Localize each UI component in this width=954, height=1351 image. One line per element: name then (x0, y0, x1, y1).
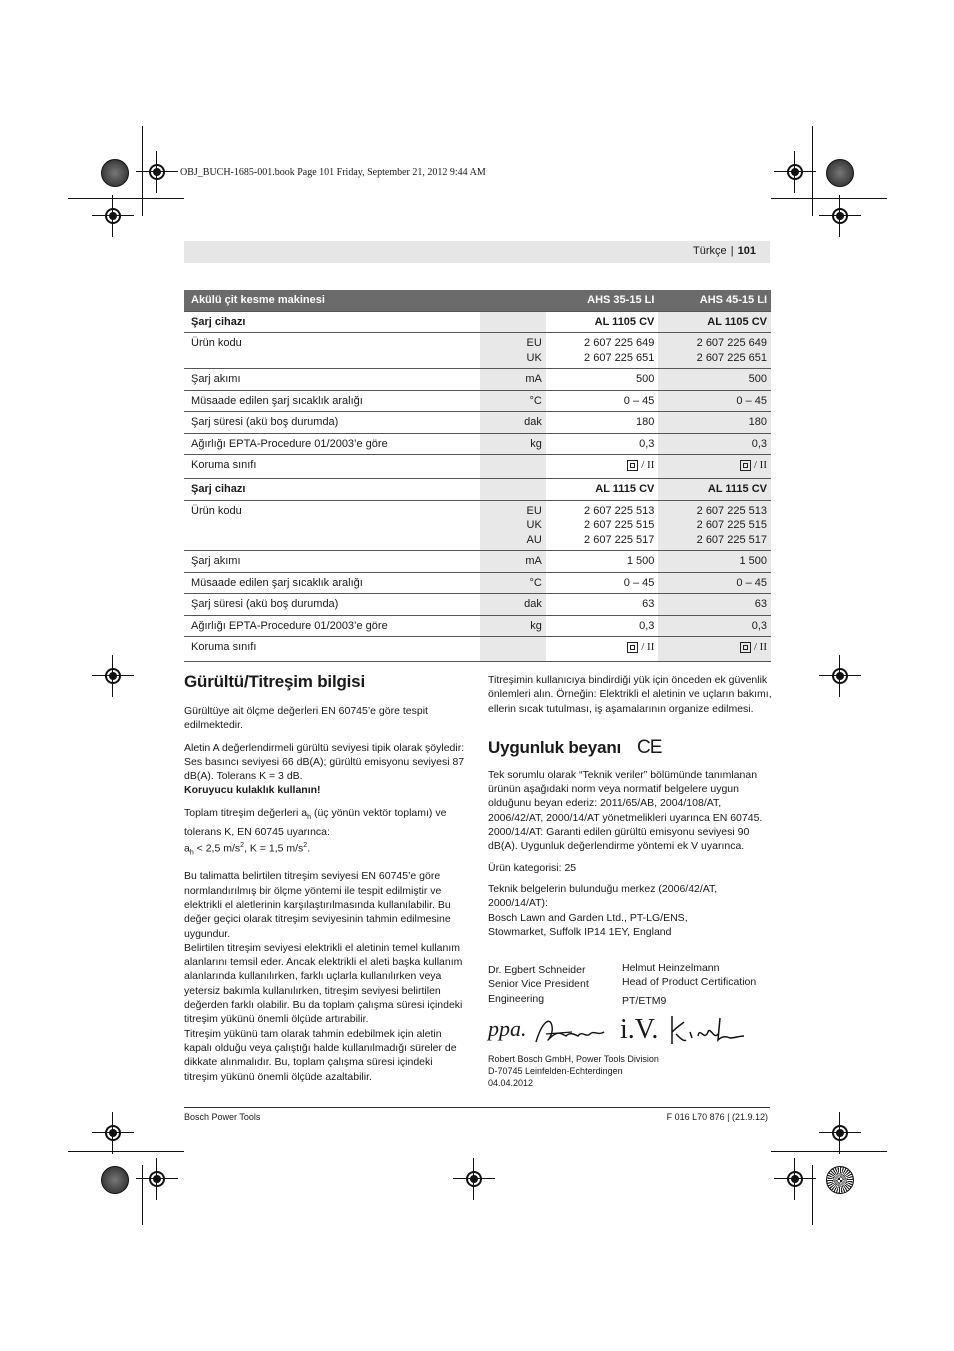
running-header-bar (184, 241, 770, 263)
color-target-icon (101, 159, 129, 187)
value-ahs-45: AL 1105 CV (658, 311, 771, 333)
noise-paragraph-2: Aletin A değerlendirmeli gürültü seviyesi tipik olarak şöyledir: Ses basıncı seviyesi 66 dB(A); gürültü emisyonu seviyesi 87 dB(A). Tolerans K = 3 dB. (184, 741, 465, 783)
noise-title: Gürültü/Titreşim bilgisi (184, 672, 365, 691)
protection-class-value: / II (753, 459, 767, 471)
star-target-icon (826, 1166, 854, 1194)
row-unit (480, 479, 546, 501)
vibration-values: Toplam titreşim değerleri $a_h$ (üç yönün vektör toplamı) ve tolerans K, EN 60745 uyarınca: $a_h < 2,5$ $m/s^2$, K = 1,5 $m/s^2$. (184, 806, 447, 858)
registration-mark-icon (144, 159, 170, 185)
table-row (184, 551, 771, 573)
value-ahs-35: 2 607 225 649 2 607 225 651 (546, 333, 659, 369)
value-ahs-35: 180 (546, 412, 659, 434)
value-ahs-45: 1 500 (658, 551, 771, 573)
row-unit: kg (480, 615, 546, 637)
value-ahs-45: 0 – 45 (658, 572, 771, 594)
row-label: Ağırlığı EPTA-Procedure 01/2003’e göre (184, 615, 480, 637)
registration-mark-icon (100, 1120, 126, 1146)
value-ahs-45: 63 (658, 594, 771, 616)
row-unit: mA (480, 551, 546, 573)
running-header: Türkçe | 101 (693, 245, 756, 257)
value-ahs-45: 0,3 (658, 433, 771, 455)
value-ahs-45: 180 (658, 412, 771, 434)
header-page-number: 101 (737, 245, 756, 257)
print-header: OBJ_BUCH-1685-001.book Page 101 Friday, September 21, 2012 9:44 AM (180, 167, 486, 178)
registration-mark-icon (827, 663, 853, 689)
protection-class-cell (546, 455, 659, 479)
row-label: Şarj cihazı (184, 479, 480, 501)
table-header-cell: Akülü çit kesme makinesi (184, 290, 480, 311)
value-ahs-35: 500 (546, 369, 659, 391)
signature-heinzelmann-icon (664, 1014, 746, 1048)
value-ahs-35: 0 – 45 (546, 572, 659, 594)
table-row (184, 637, 771, 661)
row-label: Şarj akımı (184, 551, 480, 573)
row-unit: EU UK AU (480, 500, 546, 551)
row-unit (480, 637, 546, 661)
table-row (184, 572, 771, 594)
value-ahs-45: 2 607 225 513 2 607 225 515 2 607 225 517 (658, 500, 771, 551)
table-header-row (184, 290, 771, 311)
registration-mark-icon (782, 1166, 808, 1192)
value-ahs-35: 0,3 (546, 433, 659, 455)
table-row (184, 500, 771, 551)
row-unit: dak (480, 412, 546, 434)
value-ahs-35: AL 1115 CV (546, 479, 659, 501)
noise-paragraph-7: Titreşimin kullanıcıya bindirdiği yük için önceden ek güvenlik önlemleri alın. Örneğin: Elektrikli el aletinin ve uçların bakımı, ellerin sıcak tutulması, iş aşamalarının organize edilmesi. (488, 674, 772, 715)
ce-mark-icon: CE (637, 736, 662, 758)
noise-section (184, 672, 467, 1084)
company-address: Robert Bosch GmbH, Power Tools Division D-70745 Leinfelden-Echterdingen 04.04.2012 (488, 1054, 659, 1088)
row-label: Koruma sınıfı (184, 455, 480, 479)
registration-mark-icon (100, 663, 126, 689)
value-ahs-45: 0,3 (658, 615, 771, 637)
double-insulation-icon (627, 460, 638, 471)
registration-mark-icon (782, 159, 808, 185)
row-label: Şarj cihazı (184, 311, 480, 333)
product-category: Ürün kategorisi: 25 (488, 861, 577, 874)
header-language: Türkçe (693, 245, 727, 257)
row-label: Şarj süresi (akü boş durumda) (184, 412, 480, 434)
registration-mark-icon (827, 203, 853, 229)
technical-file-location: Teknik belgelerin bulunduğu merkez (2006/42/AT, 2000/14/AT): Bosch Lawn and Garden Ltd., PT-LG/ENS, Stowmarket, Suffolk IP14 1EY, England (488, 882, 718, 938)
signatory-1: Dr. Egbert Schneider Senior Vice President Engineering (488, 964, 589, 1005)
table-row (184, 615, 771, 637)
protection-class-cell (658, 637, 771, 661)
table-header-cell: AHS 35-15 LI (546, 290, 659, 311)
footer-rule (184, 1107, 770, 1108)
conformity-paragraph-1: Tek sorumlu olarak “Teknik veriler” bölümünde tanımlanan ürünün aşağıdaki norm veya normatif belgelere uygun olduğunu beyan ederiz: 2011/65/AB, 2004/108/AT, 2006/42/AT, 2000/14/AT yönetmelikleri uyarınca EN 60745. (488, 768, 763, 824)
table-row (184, 433, 771, 455)
noise-paragraph-4: Bu talimatta belirtilen titreşim seviyesi EN 60745’e göre normlandırılmış bir ölçme yöntemi ile tespit edilmiştir ve elektrikli el aletlerinin karşılaştırılmasında kullanılabilir. Bu değer geçici olarak titreşim seviyesinin tahmin edilmesine uygundur. (184, 870, 451, 940)
row-label: Şarj akımı (184, 369, 480, 391)
noise-paragraph-1: Gürültüye ait ölçme değerleri EN 60745’e göre tespit edilmektedir. (184, 705, 428, 732)
double-insulation-icon (627, 642, 638, 653)
row-label: Şarj süresi (akü boş durumda) (184, 594, 480, 616)
protection-class-value: / II (753, 641, 767, 654)
registration-mark-icon (827, 1120, 853, 1146)
protection-class-value: / II (641, 641, 655, 654)
conformity-heading (488, 737, 772, 759)
protection-class-cell (658, 455, 771, 479)
table-row (184, 455, 771, 479)
row-unit (480, 455, 546, 479)
protection-class-value: / II (641, 459, 655, 471)
table-row (184, 594, 771, 616)
double-insulation-icon (740, 460, 751, 471)
row-unit: mA (480, 369, 546, 391)
charger-model-row (184, 311, 771, 333)
footer-left: Bosch Power Tools (184, 1112, 261, 1122)
row-unit: °C (480, 572, 546, 594)
row-label: Müsaade edilen şarj sıcaklık aralığı (184, 390, 480, 412)
value-ahs-35: 1 500 (546, 551, 659, 573)
conformity-paragraph-2: 2000/14/AT: Garanti edilen gürültü emisyonu seviyesi 90 dB(A). Uygunluk değerlendirme yöntemi ek V uyarınca. (488, 826, 750, 853)
signature-prefix-iv: i.V. (620, 1014, 659, 1045)
signature-prefix-ppa: ppa. (488, 1016, 527, 1041)
row-label: Koruma sınıfı (184, 637, 480, 661)
value-ahs-45: 0 – 45 (658, 390, 771, 412)
row-unit: dak (480, 594, 546, 616)
table-header-cell: AHS 45-15 LI (658, 290, 771, 311)
table-row (184, 412, 771, 434)
row-label: Ağırlığı EPTA-Procedure 01/2003’e göre (184, 433, 480, 455)
row-unit: °C (480, 390, 546, 412)
row-label: Ürün kodu (184, 333, 480, 369)
value-ahs-45: AL 1115 CV (658, 479, 771, 501)
value-ahs-35: 2 607 225 513 2 607 225 515 2 607 225 517 (546, 500, 659, 551)
value-ahs-45: 2 607 225 649 2 607 225 651 (658, 333, 771, 369)
charger-spec-table (184, 290, 771, 662)
row-unit: kg (480, 433, 546, 455)
value-ahs-35: 0 – 45 (546, 390, 659, 412)
protection-class-cell (546, 637, 659, 661)
registration-mark-icon (100, 203, 126, 229)
row-label: Müsaade edilen şarj sıcaklık aralığı (184, 572, 480, 594)
charger-model-row (184, 479, 771, 501)
conformity-column (488, 673, 772, 939)
signature-schneider-icon (532, 1012, 608, 1048)
table-header-cell (480, 290, 546, 311)
noise-paragraph-5: Belirtilen titreşim seviyesi elektrikli el aletinin temel kullanım alanlarını temsil eder. Ancak elektrikli el aleti başka kullanım alanlarında kullanılırken, farklı uçlarla kullanılırken veya yetersiz bakımla kullanılırken, titreşim seviyesi belirtilen değerden farklı olabilir. Bu da toplam çalışma süresi içindeki titreşim yükünü önemli ölçüde artırabilir. (184, 941, 463, 1026)
row-label: Ürün kodu (184, 500, 480, 551)
footer-right: F 016 L70 876 | (21.9.12) (666, 1112, 768, 1122)
color-target-icon (826, 159, 854, 187)
registration-mark-icon (461, 1166, 487, 1192)
table-row (184, 390, 771, 412)
noise-paragraph-6: Titreşim yükünü tam olarak tahmin edebilmek için aletin kapalı olduğu veya çalıştığı halde kullanılmadığı süreler de dikkate alınmalıdır. Bu, toplam çalışma süresi içindeki titreşim yükünü önemli ölçüde azaltabilir. (184, 1027, 457, 1083)
value-ahs-35: 0,3 (546, 615, 659, 637)
table-row (184, 333, 771, 369)
double-insulation-icon (740, 642, 751, 653)
value-ahs-35: AL 1105 CV (546, 311, 659, 333)
row-unit: EU UK (480, 333, 546, 369)
value-ahs-45: 500 (658, 369, 771, 391)
signatory-2: Helmut Heinzelmann Head of Product Certification PT/ETM9 (622, 962, 757, 1007)
hearing-protection-note: Koruyucu kulaklık kullanın! (184, 784, 321, 797)
table-row (184, 369, 771, 391)
row-unit (480, 311, 546, 333)
registration-mark-icon (144, 1166, 170, 1192)
color-target-icon (101, 1166, 129, 1194)
conformity-title: Uygunluk beyanı (488, 737, 622, 757)
value-ahs-35: 63 (546, 594, 659, 616)
